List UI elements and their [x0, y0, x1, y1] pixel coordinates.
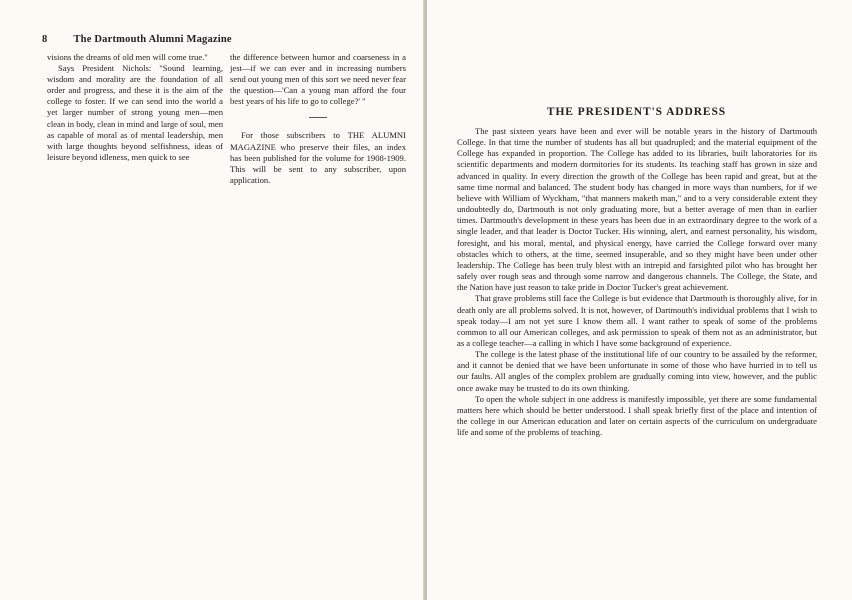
left-column: [47, 52, 223, 163]
magazine-title: The Dartmouth Alumni Magazine: [73, 34, 232, 45]
paragraph: To open the whole subject in one address is manifestly impossible, yet there are some fundamental matters here which should be better understood. I shall speak briefly first of the place and intention of the college in our American education and later on certain aspects of the curriculum on undergraduate life and some of the problems of teaching.: [457, 393, 817, 438]
paragraph: visions the dreams of old men will come true.": [47, 52, 208, 62]
paragraph: Says President Nichols: "Sound learning, wisdom and morality are the foundation of all order and progress, and these it is the aim of the college to foster. If we can send into the world a yet larger number of strong young men—men clean in body, clean in mind and large of soul, men as capable of moral as of mental leadership, men with large thoughts beyond selfishness, ideas of leisure beyond idleness, men quick to see: [47, 63, 223, 162]
page-number: 8: [42, 34, 48, 45]
paragraph: That grave problems still face the College is but evidence that Dartmouth is thoroughly alive, for in death only are all problems solved. It is not, however, of Dartmouth's individual problems that I wish to speak today—I am not yet sure I know them all. I want rather to speak of some of the problems common to all our American colleges, and ask permission to speak of them not as an administrator, but as a college teacher—a calling in which I have some background of experience.: [457, 293, 817, 348]
article-title: THE PRESIDENT'S ADDRESS: [546, 106, 727, 118]
right-column: [230, 52, 406, 186]
paragraph: The past sixteen years have been and ever will be notable years in the history of Dartmouth College. In that time the number of students has all but quadrupled; and the material equipment of the College has expanded in proportion. The College has added to its libraries, built laboratories for its scientific departments and modern dormitories for its students. Its teaching staff has grown in size and advanced in quality. In every direction the growth of the College has been rapid and great, but at the same time normal and balanced. The student body has changed in more ways than numbers, for if we believe with William of Wyckham, "that manners maketh man," and to a very considerable extent they undoubtedly do, Dartmouth is not only graduating more, but a better average of men than in earlier times. Dartmouth's development in these years has been due in an extraordinary degree to the work of a single leader, and that leader is Doctor Tucker. His winning, alert, and earnest personality, his wisdom, foresight, and his moral, mental, and physical energy, have carried the College forward over many obstacles which to others, at the time, seemed insuperable, and so they might have been under other leadership. The College has been truly blest with an intrepid and farsighted pilot who has brought her safely over rough seas and through some narrow and dangerous channels. The College, the State, and the Nation have just reason to take pride in Doctor Tucker's great achievement.: [457, 126, 817, 293]
paragraph: the difference between humor and coarseness in a jest—if we can ever and in increasing numbers send out young men of this sort we need never fear the question—'Can a young man afford the four best years of his life to go to college?' ": [230, 52, 406, 107]
left-page: [0, 0, 425, 600]
article-body: [457, 126, 817, 438]
paragraph: The college is the latest phase of the institutional life of our country to be assailed by the reformer, and it cannot be denied that we have been unfortunate in some of those who have hurried in to tell us our faults. All angles of the complex problem are gradually coming into view, however, and the public once awake may be trusted to do its own thinking.: [457, 349, 817, 393]
subscriber-notice: For those subscribers to THE ALUMNI MAGAZINE who preserve their files, an index has been published for the volume for 1908-1909. This will be sent to any subscriber, upon application.: [230, 130, 406, 185]
running-header: [42, 34, 232, 45]
right-page: [427, 0, 852, 600]
section-divider: [309, 117, 327, 118]
